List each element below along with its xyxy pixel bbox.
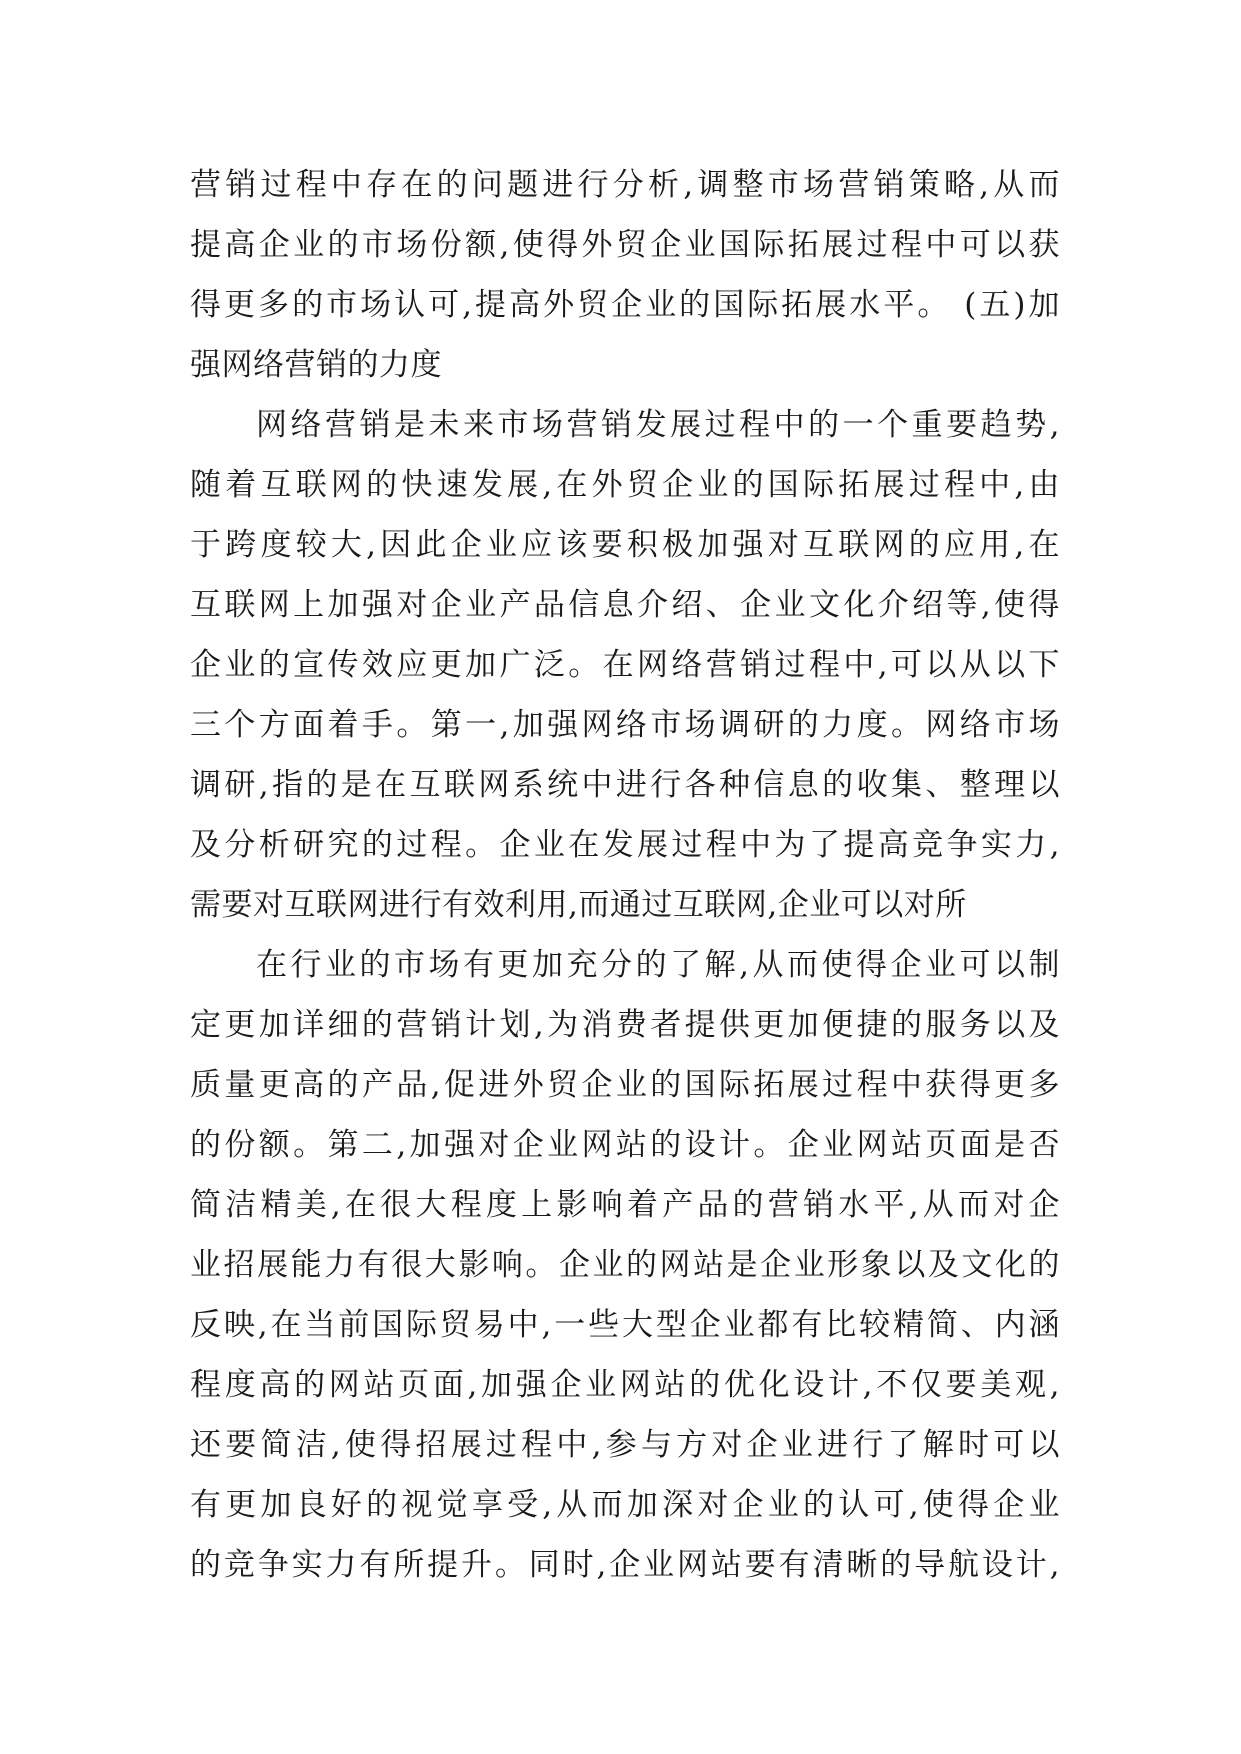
text-line: 简洁精美,在很大程度上影响着产品的营销水平,从而对企 [190,1187,1060,1223]
paragraph-first-line: 网络营销是未来市场营销发展过程中的一个重要趋势, [256,407,1060,443]
text-line: 三个方面着手。第一,加强网络市场调研的力度。网络市场 [190,707,1060,743]
section-heading-line: 强网络营销的力度 [190,347,442,383]
text-line: 还要简洁,使得招展过程中,参与方对企业进行了解时可以 [190,1427,1060,1463]
text-line: 业招展能力有很大影响。企业的网站是企业形象以及文化的 [190,1247,1060,1283]
text-line: 有更加良好的视觉享受,从而加深对企业的认可,使得企业 [190,1487,1060,1523]
text-line: 需要对互联网进行有效利用,而通过互联网,企业可以对所 [190,887,967,923]
text-line: 调研,指的是在互联网系统中进行各种信息的收集、整理以 [190,767,1060,803]
text-line: 随着互联网的快速发展,在外贸企业的国际拓展过程中,由 [190,467,1060,503]
body-text [190,155,1060,1595]
text-line: 程度高的网站页面,加强企业网站的优化设计,不仅要美观, [190,1367,1060,1403]
text-line: 定更加详细的营销计划,为消费者提供更加便捷的服务以及 [190,1007,1060,1043]
text-line: 的竞争实力有所提升。同时,企业网站要有清晰的导航设计, [190,1547,1060,1583]
text-line: 反映,在当前国际贸易中,一些大型企业都有比较精简、内涵 [190,1307,1060,1343]
paragraph-first-line: 在行业的市场有更加充分的了解,从而使得企业可以制 [256,947,1060,983]
text-line: 提高企业的市场份额,使得外贸企业国际拓展过程中可以获 [190,227,1060,263]
text-line: 营销过程中存在的问题进行分析,调整市场营销策略,从而 [190,167,1060,203]
text-line: 质量更高的产品,促进外贸企业的国际拓展过程中获得更多 [190,1067,1060,1103]
text-line: 互联网上加强对企业产品信息介绍、企业文化介绍等,使得 [190,587,1060,623]
text-line: 企业的宣传效应更加广泛。在网络营销过程中,可以从以下 [190,647,1060,683]
text-line: 的份额。第二,加强对企业网站的设计。企业网站页面是否 [190,1127,1060,1163]
text-line: 于跨度较大,因此企业应该要积极加强对互联网的应用,在 [190,527,1060,563]
text-line: 得更多的市场认可,提高外贸企业的国际拓展水平。 (五)加 [190,287,1060,323]
text-line: 及分析研究的过程。企业在发展过程中为了提高竞争实力, [190,827,1060,863]
